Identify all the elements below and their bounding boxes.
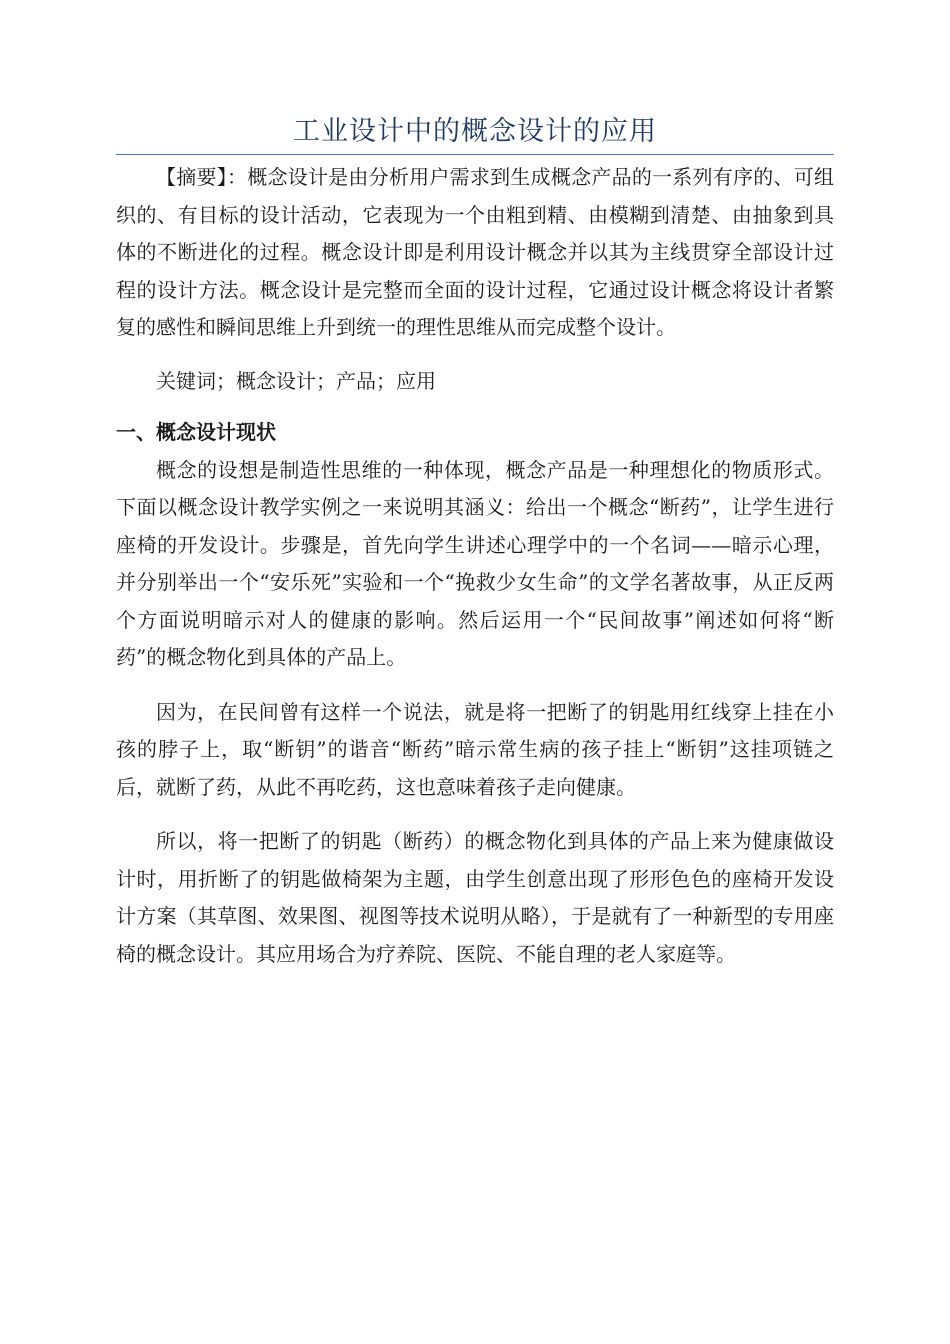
section-heading: 一、概念设计现状 — [116, 420, 276, 444]
keywords-line: 关键词；概念设计；产品；应用 — [156, 368, 436, 393]
body-paragraph-1: 概念的设想是制造性思维的一种体现，概念产品是一种理想化的物质形式。下面以概念设计教学实例之一来说明其涵义：给出一个概念“断药”，让学生进行座椅的开发设计。步骤是，首先向学生讲述心理学中的一个名词——暗示心理，并分别举出一个“安乐死”实验和一个“挽救少女生命”的文学名著故事，从正反两个方面说明暗示对人的健康的影响。然后运用一个“民间故事”阐述如何将“断药”的概念物化到具体的产品上。 — [116, 457, 834, 669]
abstract-paragraph: 【摘要】：概念设计是由分析用户需求到生成概念产品的一系列有序的、可组织的、有目标的设计活动，它表现为一个由粗到精、由模糊到清楚、由抽象到具体的不断进化的过程。概念设计即是利用设计概念并以其为主线贯穿全部设计过程的设计方法。概念设计是完整而全面的设计过程，它通过设计概念将设计者繁复的感性和瞬间思维上升到统一的理性思维从而完成整个设计。 — [116, 165, 834, 339]
document-title: 工业设计中的概念设计的应用 — [293, 116, 657, 147]
body-paragraph-2: 因为，在民间曾有这样一个说法，就是将一把断了的钥匙用红线穿上挂在小孩的脖子上，取“断钥”的谐音“断药”暗示常生病的孩子挂上“断钥”这挂项链之后，就断了药，从此不再吃药，这也意味着孩子走向健康。 — [116, 699, 834, 799]
document-page — [116, 112, 834, 973]
body-paragraph-3: 所以，将一把断了的钥匙（断药）的概念物化到具体的产品上来为健康做设计时，用折断了的钥匙做椅架为主题，由学生创意出现了形形色色的座椅开发设计方案（其草图、效果图、视图等技术说明从略），于是就有了一种新型的专用座椅的概念设计。其应用场合为疗养院、医院、不能自理的老人家庭等。 — [116, 829, 834, 966]
title-underline — [116, 154, 834, 155]
